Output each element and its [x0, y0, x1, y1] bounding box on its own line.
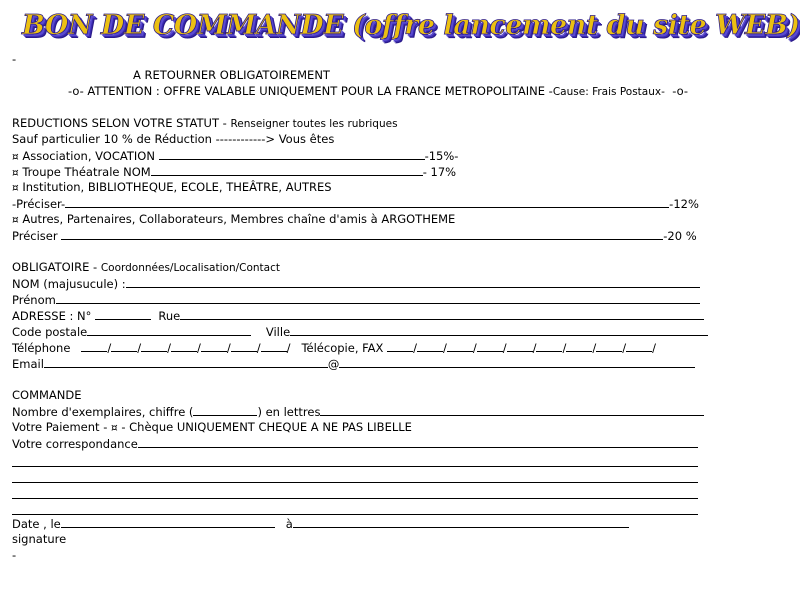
digit-pair-field[interactable]: [507, 340, 533, 352]
nombre-end-label: ) en lettres: [257, 405, 321, 419]
digit-pair-field[interactable]: [447, 340, 473, 352]
option-association[interactable]: [12, 148, 458, 164]
date-field[interactable]: [61, 516, 275, 528]
at-sign: @: [327, 357, 340, 371]
telephone-field[interactable]: / / / / / / /: [81, 341, 290, 355]
digit-pair-field[interactable]: [387, 340, 413, 352]
nom-field[interactable]: [126, 276, 700, 288]
digit-pair-field[interactable]: [201, 340, 227, 352]
fax-label: Télécopie, FAX: [301, 341, 388, 355]
digit-pair-field[interactable]: [171, 340, 197, 352]
commande-heading: COMMANDE: [12, 388, 82, 402]
dash-marker-top: -: [12, 52, 17, 66]
preciser-autres: [12, 228, 697, 243]
correspondance-line[interactable]: [12, 466, 698, 467]
correspondance-field[interactable]: [138, 436, 698, 448]
return-notice: A RETOURNER OBLIGATOIREMENT: [133, 68, 330, 82]
adresse-row: [12, 308, 704, 323]
preciser-institution: [12, 196, 699, 211]
troupe-percent: - 17%: [422, 165, 457, 179]
fax-field[interactable]: / / / / / / / / /: [387, 341, 656, 355]
email-domain-field[interactable]: [339, 356, 695, 368]
reductions-heading: [12, 116, 398, 131]
option-institution[interactable]: [12, 180, 332, 195]
autres-percent: -20 %: [663, 229, 697, 243]
bullet-icon: ¤: [12, 214, 19, 226]
bullet-icon: ¤: [12, 151, 19, 163]
attention-cause: Cause: Frais Postaux-: [552, 86, 665, 98]
digit-pair-field[interactable]: [231, 340, 257, 352]
ville-field[interactable]: [290, 324, 708, 336]
digit-pair-field[interactable]: [536, 340, 562, 352]
rue-field[interactable]: [180, 308, 704, 320]
contact-title: OBLIGATOIRE -: [12, 260, 101, 274]
reductions-note: Renseigner toutes les rubriques: [230, 118, 398, 130]
troupe-field[interactable]: [151, 164, 423, 176]
correspondance-line[interactable]: [12, 514, 698, 515]
paiement-label: Votre Paiement -: [12, 420, 111, 434]
page-title: BON DE COMMANDE (offre lancement du site WEB): [22, 10, 800, 41]
prenom-field[interactable]: [56, 292, 700, 304]
nom-row: [12, 276, 700, 291]
a-label: à: [285, 517, 293, 531]
email-user-field[interactable]: [44, 356, 328, 368]
autres-label: Autres, Partenaires, Collaborateurs, Membres chaîne d'amis à ARGOTHEME: [18, 212, 456, 226]
option-autres[interactable]: [12, 212, 455, 227]
preciser-autres-field[interactable]: [61, 228, 663, 240]
preciser-label: -Préciser-: [12, 197, 66, 211]
attention-main: -o- ATTENTION : OFFRE VALABLE UNIQUEMENT POUR LA FRANCE METROPOLITAINE -: [68, 84, 553, 98]
contact-note: Coordonnées/Localisation/Contact: [100, 262, 280, 274]
association-percent: -15%-: [424, 149, 459, 163]
bullet-icon: ¤: [12, 182, 19, 194]
troupe-label: Troupe Théatrale NOM: [18, 165, 151, 179]
prenom-label: Prénom: [12, 293, 56, 307]
bullet-icon: ¤: [111, 422, 118, 434]
numero-field[interactable]: [95, 308, 151, 320]
digit-pair-field[interactable]: [261, 340, 287, 352]
prenom-row: [12, 292, 700, 307]
option-troupe[interactable]: [12, 164, 456, 180]
digit-pair-field[interactable]: [477, 340, 503, 352]
email-label: Email: [12, 357, 44, 371]
ville-label: Ville: [265, 325, 291, 339]
digit-pair-field[interactable]: [626, 340, 652, 352]
lieu-field[interactable]: [293, 516, 629, 528]
preciser-institution-field[interactable]: [65, 196, 669, 208]
reductions-title: REDUCTIONS SELON VOTRE STATUT -: [12, 116, 231, 130]
nombre-chiffre-field[interactable]: [193, 404, 257, 416]
nombre-row: [12, 404, 704, 419]
sauf-particulier: Sauf particulier 10 % de Réduction ------------> Vous êtes: [12, 132, 335, 146]
digit-pair-field[interactable]: [141, 340, 167, 352]
bullet-icon: ¤: [12, 167, 19, 179]
digit-pair-field[interactable]: [566, 340, 592, 352]
association-label: Association, VOCATION: [18, 149, 159, 163]
correspondance-line[interactable]: [12, 482, 698, 483]
digit-pair-field[interactable]: [81, 340, 107, 352]
nom-label: NOM (majusucule) :: [12, 277, 126, 291]
attention-notice: [68, 84, 688, 99]
dash-marker-bottom: -: [12, 548, 17, 562]
signature-label: signature: [12, 532, 67, 546]
preciser-label: Préciser: [12, 229, 62, 243]
digit-pair-field[interactable]: [111, 340, 137, 352]
code-postal-field[interactable]: [87, 324, 251, 336]
contact-heading: [12, 260, 280, 275]
paiement-cheque: - Chèque UNIQUEMENT CHEQUE A NE PAS LIBELLE: [117, 420, 412, 434]
nombre-label: Nombre d'exemplaires, chiffre (: [12, 405, 194, 419]
rue-label: Rue: [158, 309, 181, 323]
email-row: [12, 356, 695, 371]
institution-label: Institution, BIBLIOTHEQUE, ECOLE, THEÂTRE, AUTRES: [18, 180, 332, 194]
telephone-label: Téléphone: [12, 341, 75, 355]
attention-end: -o-: [672, 84, 688, 98]
association-field[interactable]: [159, 148, 425, 160]
institution-percent: -12%: [669, 197, 699, 211]
digit-pair-field[interactable]: [417, 340, 443, 352]
correspondance-line[interactable]: [12, 498, 698, 499]
correspondance-label: Votre correspondance: [12, 437, 138, 451]
code-ville-row: [12, 324, 708, 339]
correspondance-row: [12, 436, 698, 451]
date-row: [12, 516, 629, 531]
telephone-fax-row: [12, 340, 656, 355]
code-postal-label: Code postale: [12, 325, 88, 339]
adresse-label: ADRESSE : N°: [12, 309, 96, 323]
digit-pair-field[interactable]: [596, 340, 622, 352]
paiement-row: [12, 420, 412, 435]
nombre-lettres-field[interactable]: [320, 404, 704, 416]
date-label: Date , le: [12, 517, 61, 531]
